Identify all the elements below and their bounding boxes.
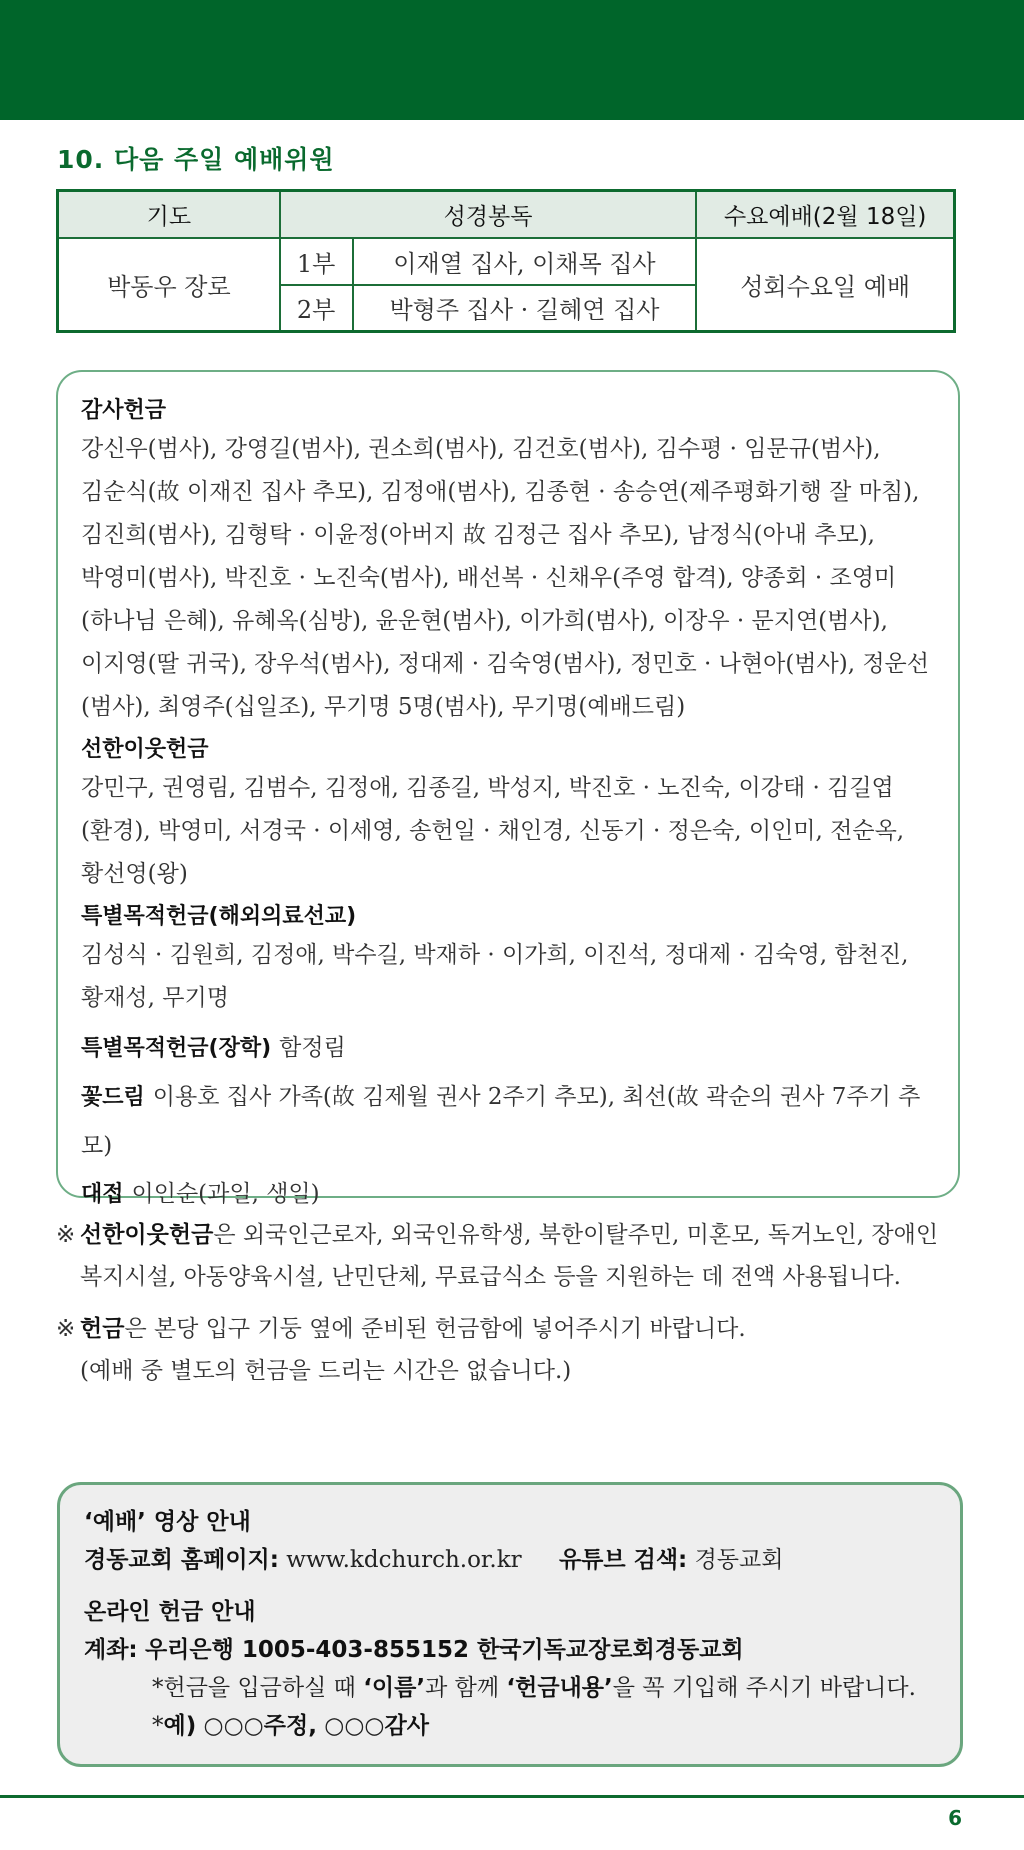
text-line: 김성식 · 김원희, 김정애, 박수길, 박재하 · 이가희, 이진석, 정대제 · 김숙영, 함천진,: [81, 942, 909, 968]
homepage-link[interactable]: www.kdchurch.or.kr: [286, 1547, 522, 1573]
reference-mark-icon: ※: [56, 1222, 76, 1248]
youtube-label: 유튜브 검색:: [558, 1547, 688, 1573]
example-label: 예): [163, 1713, 197, 1739]
prayer-cell: 박동우 장로: [58, 238, 280, 332]
example-thanks: 감사: [384, 1713, 429, 1739]
note-text: [80, 1214, 938, 1298]
text-line: 김진희(범사), 김형탁 · 이윤정(아버지 故 김정근 집사 추모), 남정식(아내 추모),: [81, 522, 875, 548]
offering-list-box: [56, 370, 960, 1207]
part-cell: 2부: [280, 285, 353, 332]
special-scholarship-names: 함정림: [279, 1035, 346, 1061]
account-label: 계좌:: [84, 1637, 138, 1663]
youtube-query: 경동교회: [694, 1547, 784, 1573]
thanks-offering-names: [81, 428, 934, 729]
video-info-title: ‘예배’ 영상 안내: [84, 1509, 251, 1535]
reference-mark-icon: ※: [56, 1316, 76, 1342]
reader-cell: 박형주 집사 · 길혜연 집사: [353, 285, 697, 332]
info-box: [57, 1482, 963, 1767]
flowers-heading: 꽃드림: [81, 1085, 145, 1110]
text-line: 황선영(왕): [81, 861, 188, 887]
section-title: 10. 다음 주일 예배위원: [57, 145, 335, 174]
thanks-offering-heading: 감사헌금: [81, 398, 167, 423]
note-line2: 복지시설, 아동양육시설, 난민단체, 무료급식소 등을 지원하는 데 전액 사용됩니다.: [80, 1264, 901, 1290]
flowers-line: [81, 1073, 934, 1170]
instruction-text: 을 꼭 기입해 주시기 바랍니다.: [612, 1675, 916, 1701]
page-number: 6: [948, 1806, 962, 1830]
instruction-text: *헌금을 입금하실 때: [152, 1675, 364, 1701]
note-neighbor-offering: [56, 1214, 966, 1298]
text-line: (범사), 최영주(십일조), 무기명 5명(범사), 무기명(예배드림): [81, 694, 686, 720]
text-line: 박영미(범사), 박진호 · 노진숙(범사), 배선복 · 신채우(주영 합격), 양종회 · 조영미: [81, 565, 897, 591]
text-line: (하나님 은혜), 유혜옥(심방), 윤운현(범사), 이가희(범사), 이장우 · 문지연(범사),: [81, 608, 888, 634]
instruction-content-emphasis: ‘헌금내용’: [506, 1675, 613, 1701]
hospitality-names: 이인순(과일, 생일): [131, 1181, 320, 1207]
table-row: [58, 238, 955, 285]
text-line: 강민구, 권영림, 김범수, 김정애, 김종길, 박성지, 박진호 · 노진숙, 이강태 · 김길엽: [81, 775, 894, 801]
part-cell: 1부: [280, 238, 353, 285]
homepage-label: 경동교회 홈페이지:: [84, 1547, 279, 1573]
instruction-name-emphasis: ‘이름’: [363, 1675, 426, 1701]
example-placeholder: ○○○: [316, 1713, 385, 1739]
special-medical-offering-group: [81, 900, 934, 1020]
thanks-offering-group: [81, 394, 934, 729]
example-tithe: 주정,: [263, 1713, 317, 1739]
neighbor-offering-heading: 선한이웃헌금: [81, 737, 209, 762]
note-body: 은 본당 입구 기둥 옆에 준비된 헌금함에 넣어주시기 바랍니다.: [124, 1316, 746, 1342]
special-scholarship-line: [81, 1024, 934, 1073]
note-offering-box: [56, 1308, 966, 1392]
table-header-row: [58, 191, 955, 238]
instruction-text: 과 함께: [425, 1675, 507, 1701]
special-medical-heading: 특별목적헌금(해외의료선교): [81, 904, 357, 929]
note-text: [80, 1308, 746, 1392]
video-info-row: [84, 1541, 936, 1579]
neighbor-offering-group: [81, 733, 934, 896]
online-offering-title: 온라인 헌금 안내: [84, 1599, 256, 1625]
worship-committee-table: [56, 189, 956, 333]
header-reading: 성경봉독: [280, 191, 697, 238]
account-row: [84, 1631, 936, 1669]
note-line2: (예배 중 별도의 헌금을 드리는 시간은 없습니다.): [80, 1358, 572, 1384]
account-value: 우리은행 1005-403-855152 한국기독교장로회경동교회: [144, 1637, 744, 1663]
footer-divider: [0, 1795, 1024, 1798]
top-banner: [0, 0, 1024, 120]
example-asterisk: *: [152, 1713, 164, 1739]
reader-cell: 이재열 집사, 이채목 집사: [353, 238, 697, 285]
neighbor-offering-names: [81, 767, 934, 896]
hospitality-line: [81, 1170, 934, 1219]
text-line: 강신우(범사), 강영길(범사), 권소희(범사), 김건호(범사), 김수평 · 임문규(범사),: [81, 436, 881, 462]
note-bold: 선한이웃헌금: [80, 1222, 214, 1248]
note-body: 은 외국인근로자, 외국인유학생, 북한이탈주민, 미혼모, 독거노인, 장애인: [213, 1222, 939, 1248]
deposit-instruction: [84, 1669, 936, 1707]
text-line: 이지영(딸 귀국), 장우석(범사), 정대제 · 김숙영(범사), 정민호 · 나현아(범사), 정운선: [81, 651, 929, 677]
text-line: 김순식(故 이재진 집사 추모), 김정애(범사), 김종현 · 송승연(제주평화기행 잘 마침),: [81, 479, 920, 505]
special-scholarship-heading: 특별목적헌금(장학): [81, 1036, 272, 1061]
text-line: 황재성, 무기명: [81, 985, 229, 1011]
special-medical-names: [81, 934, 934, 1020]
wednesday-cell: 성회수요일 예배: [696, 238, 954, 332]
hospitality-heading: 대접: [81, 1182, 124, 1207]
note-bold: 헌금: [80, 1316, 125, 1342]
notes-section: [56, 1214, 966, 1402]
flowers-names: 이용호 집사 가족(故 김제월 권사 2주기 추모), 최선(故 곽순의 권사 7주기 추모): [81, 1084, 921, 1159]
header-prayer: 기도: [58, 191, 280, 238]
example-placeholder: ○○○: [196, 1713, 264, 1739]
text-line: (환경), 박영미, 서경국 · 이세영, 송헌일 · 채인경, 신동기 · 정은숙, 이인미, 전순옥,: [81, 818, 905, 844]
deposit-example: [84, 1707, 936, 1745]
header-wednesday: 수요예배(2월 18일): [696, 191, 954, 238]
